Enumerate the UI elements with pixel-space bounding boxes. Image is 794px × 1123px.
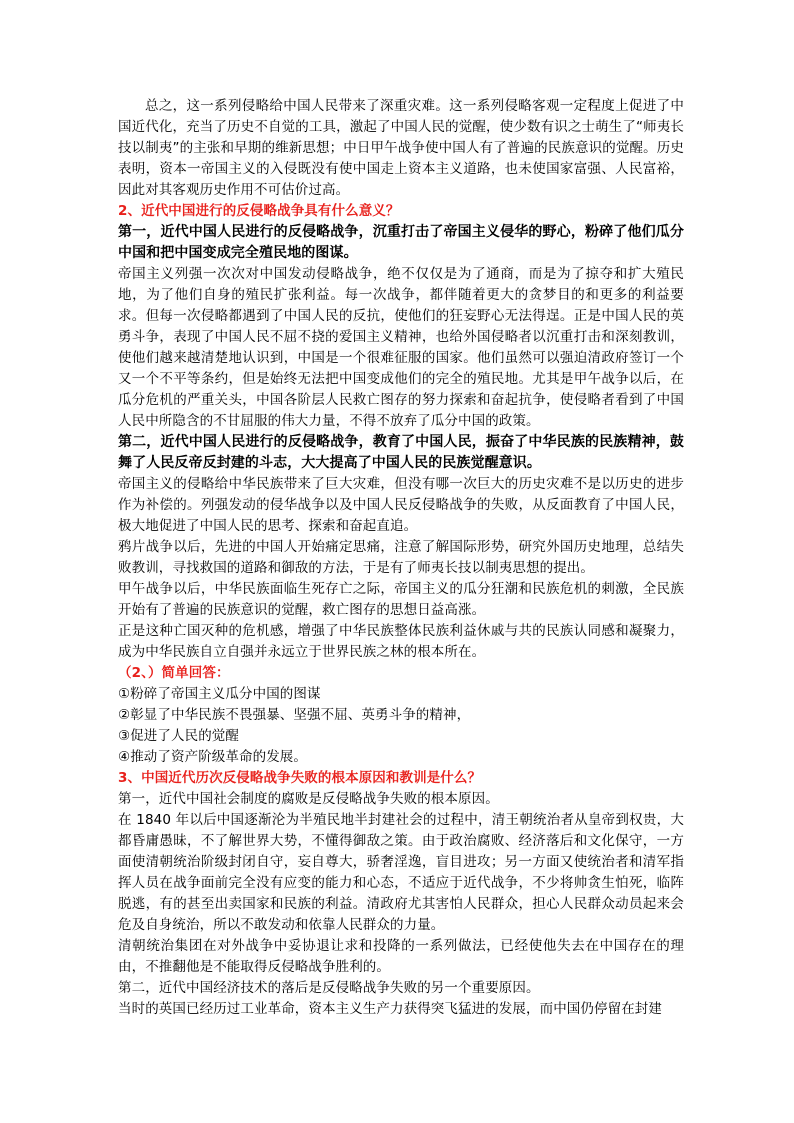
paragraph: 清朝统治集团在对外战争中妥协退让求和投降的一系列做法，已经使他失去在中国存在的理由，不推翻他是不能取得反侵略战争胜利的。 [118, 938, 684, 975]
paragraph: 正是这种亡国灭种的危机感，增强了中华民族整体民族利益休戚与共的民族认同感和凝聚力，成为中华民族自立自强并永远立于世界民族之林的根本所在。 [118, 623, 684, 660]
paragraph-summary: 总之，这一系列侵略给中国人民带来了深重灾难。这一系列侵略客观一定程度上促进了中国近代化，充当了历史不自觉的工具，激起了中国人民的觉醒，使少数有识之士萌生了“师夷长技以制夷”的主张和早期的维新思想；中日甲午战争使中国人有了普遍的民族意识的觉醒。历史表明，资本一帝国主义的入侵既没有使中国走上资本主义道路，也未使国家富强、人民富裕，因此对其客观历史作用不可估价过高。 [118, 98, 684, 198]
list-item: ④推动了资产阶级革命的发展。 [118, 749, 308, 765]
question-3-heading: 3、中国近代历次反侵略战争失败的根本原因和教训是什么？ [118, 770, 482, 786]
question-2-heading: 2、近代中国进行的反侵略战争具有什么意义？ [118, 203, 400, 219]
short-answer-heading: （2、）简单回答： [118, 665, 230, 681]
point-1-heading: 第一，近代中国人民进行的反侵略战争，沉重打击了帝国主义侵华的野心，粉碎了他们瓜分中国和把中国变成完全殖民地的图谋。 [118, 224, 684, 261]
paragraph: 甲午战争以后，中华民族面临生死存亡之际，帝国主义的瓜分狂潮和民族危机的刺激，全民族开始有了普遍的民族意识的觉醒，救亡图存的思想日益高涨。 [118, 581, 684, 618]
paragraph: 鸦片战争以后，先进的中国人开始痛定思痛，注意了解国际形势，研究外国历史地理，总结失败教训，寻找救国的道路和御敌的方法，于是有了师夷长技以制夷思想的提出。 [118, 539, 684, 576]
paragraph: 帝国主义的侵略给中华民族带来了巨大灾难，但没有哪一次巨大的历史灾难不是以历史的进步作为补偿的。列强发动的侵华战争以及中国人民反侵略战争的失败，从反面教育了中国人民，极大地促进了中国人民的思考、探索和奋起直追。 [118, 476, 684, 534]
point-2-heading: 第二，近代中国人民进行的反侵略战争，教育了中国人民，振奋了中华民族的民族精神，鼓舞了人民反帝反封建的斗志，大大提高了中国人民的民族觉醒意识。 [118, 434, 684, 471]
paragraph: 第一，近代中国社会制度的腐败是反侵略战争失败的根本原因。 [118, 791, 499, 807]
paragraph: 帝国主义列强一次次对中国发动侵略战争，绝不仅仅是为了通商，而是为了掠夺和扩大殖民地，为了他们自身的殖民扩张利益。每一次战争，都伴随着更大的贪梦目的和更多的利益要求。但每一次侵略都遇到了中国人民的反抗，使他们的狂妄野心无法得逞。正是中国人民的英勇斗争，表现了中国人民不屈不挠的爱国主义精神，也给外国侵略者以沉重打击和深刻教训，使他们越来越清楚地认识到，中国是一个很难征服的国家。他们虽然可以强迫清政府签订一个又一个不平等条约，但是始终无法把中国变成他们的完全的殖民地。尤其是甲午战争以后，在瓜分危机的严重关头，中国各阶层人民救亡图存的努力探索和奋起抗争，使侵略者看到了中国人民中所隐含的不甘屈服的伟大力量，不得不放弃了瓜分中国的政策。 [118, 266, 684, 429]
paragraph: 第二，近代中国经济技术的落后是反侵略战争失败的另一个重要原因。 [118, 980, 540, 996]
paragraph: 在 1840 年以后中国逐渐沦为半殖民地半封建社会的过程中，清王朝统治者从皇帝到权贵，大都昏庸愚昧，不了解世界大势，不懂得御敌之策。由于政治腐败、经济落后和文化保守，一方面使清朝统治阶级封闭自守，妄自尊大，骄奢淫逸，盲目进攻；另一方面又使统治者和清军指挥人员在战争面前完全没有应变的能力和心态，不适应于近代战争，不少将帅贪生怕死，临阵脱逃，有的甚至出卖国家和民族的利益。清政府尤其害怕人民群众，担心人民群众动员起来会危及自身统治，所以不敢发动和依靠人民群众的力量。 [118, 812, 684, 933]
document-page [118, 96, 684, 1020]
paragraph: 当时的英国已经历过工业革命，资本主义生产力获得突飞猛进的发展，而中国仍停留在封建 [118, 1001, 662, 1017]
list-item: ②彰显了中华民族不畏强暴、坚强不屈、英勇斗争的精神， [118, 707, 471, 723]
list-item: ①粉碎了帝国主义瓜分中国的图谋 [118, 686, 321, 702]
list-item: ③促进了人民的觉醒 [118, 728, 240, 744]
